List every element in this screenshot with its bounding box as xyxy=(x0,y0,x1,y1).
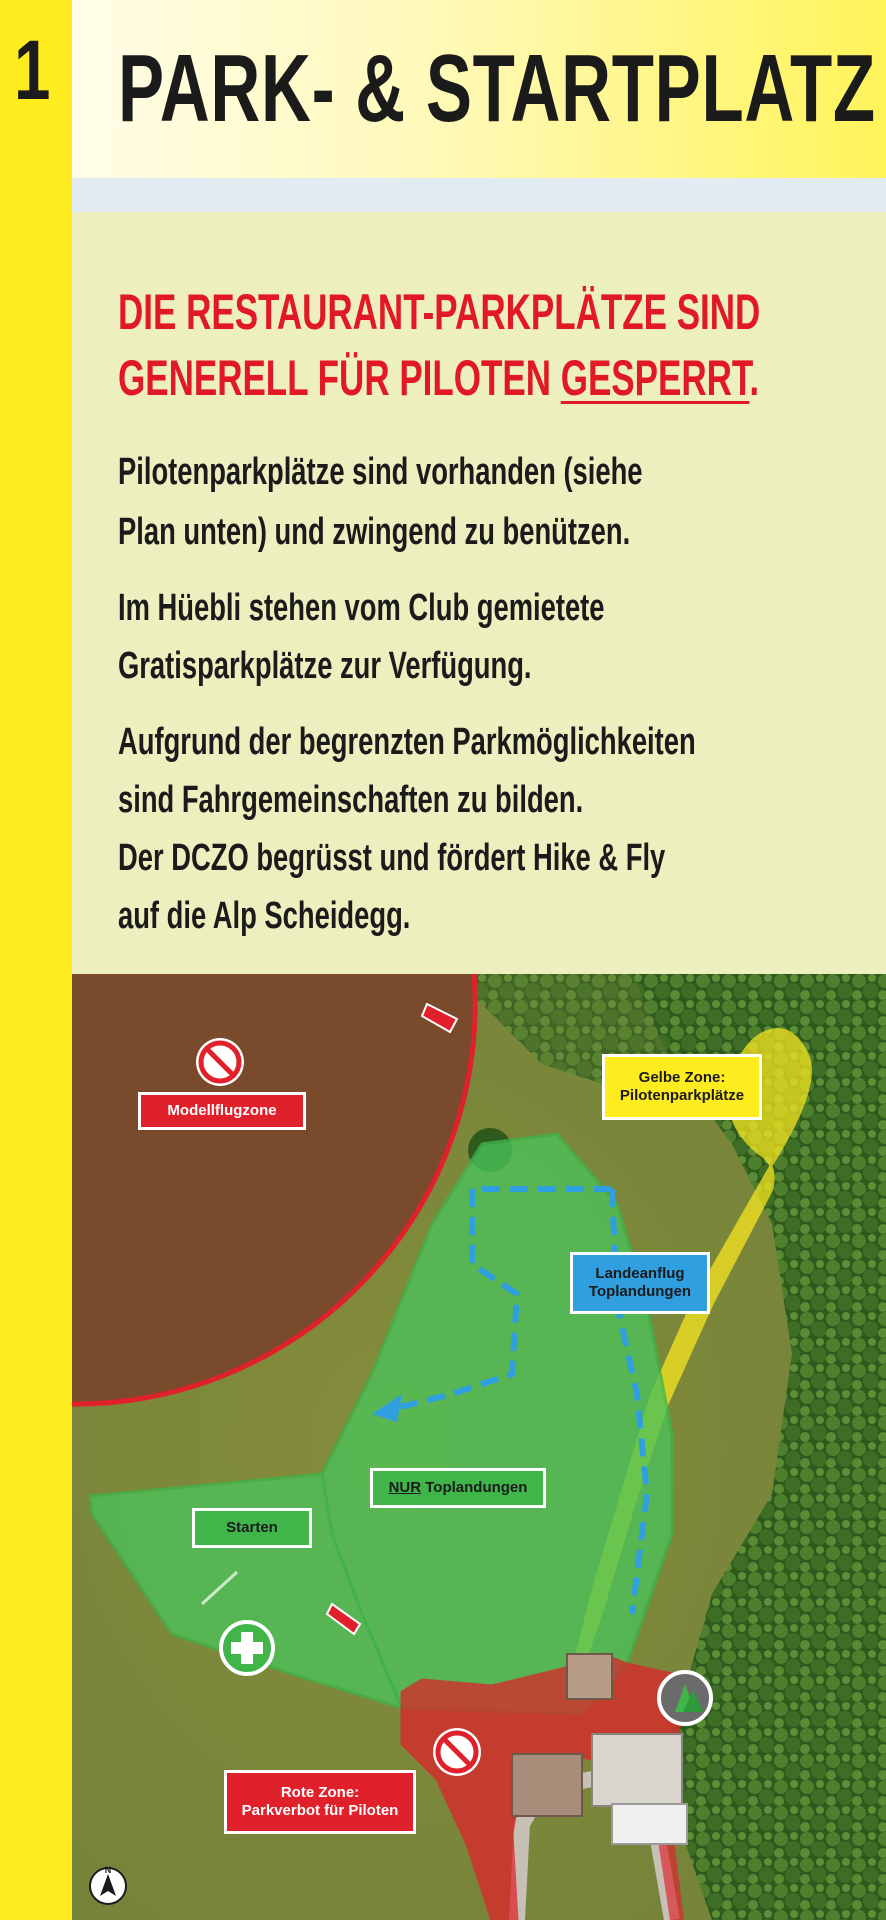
paragraph-3-line-3: Der DCZO begrüsst und fördert Hike & Fly xyxy=(118,837,666,879)
gesperrt-emphasis: GESPERRT xyxy=(560,350,750,406)
restaurant-building xyxy=(592,1734,682,1806)
section-number: 1 xyxy=(14,23,51,117)
terrace xyxy=(612,1804,687,1844)
red-zone-label: Rote Zone: Parkverbot für Piloten xyxy=(224,1770,416,1834)
paragraph-3-line-1: Aufgrund der begrenzten Parkmöglichkeiten xyxy=(118,721,696,763)
barn xyxy=(567,1654,612,1699)
building-annex xyxy=(512,1754,582,1816)
paragraph-1-line-2: Plan unten) und zwingend zu benützen. xyxy=(118,511,631,553)
modellflugzone-label: Modellflugzone xyxy=(138,1092,306,1130)
paragraph-1-line-1: Pilotenparkplätze sind vorhanden (siehe xyxy=(118,451,643,493)
north-label: N xyxy=(104,1865,112,1875)
no-entry-icon-model-zone xyxy=(196,1038,244,1086)
starten-label: Starten xyxy=(192,1508,312,1548)
paragraph-2-line-2: Gratisparkplätze zur Verfügung. xyxy=(118,645,532,687)
approach-label: Landeanflug Toplandungen xyxy=(570,1252,710,1314)
warning-line-2: GENERELL FÜR PILOTEN GESPERRT. xyxy=(118,350,760,406)
site-map xyxy=(72,974,886,1920)
paragraph-3-line-4: auf die Alp Scheidegg. xyxy=(118,895,411,937)
page-title: PARK- & STARTPLATZ xyxy=(118,35,876,142)
first-aid-icon xyxy=(221,1622,273,1674)
paragraph-3-line-2: sind Fahrgemeinschaften zu bilden. xyxy=(118,779,584,821)
header-divider-band xyxy=(72,178,886,212)
yellow-zone-label: Gelbe Zone: Pilotenparkplätze xyxy=(602,1054,762,1120)
no-entry-icon-red-zone xyxy=(433,1728,481,1776)
nur-emphasis: NUR xyxy=(388,1479,422,1496)
tree-icon xyxy=(659,1672,711,1724)
paragraph-2-line-1: Im Hüebli stehen vom Club gemietete xyxy=(118,587,605,629)
toplanding-label: NUR Toplandungen xyxy=(370,1468,546,1508)
warning-line-1: DIE RESTAURANT-PARKPLÄTZE SIND xyxy=(118,284,761,340)
left-color-strip xyxy=(0,0,72,1920)
